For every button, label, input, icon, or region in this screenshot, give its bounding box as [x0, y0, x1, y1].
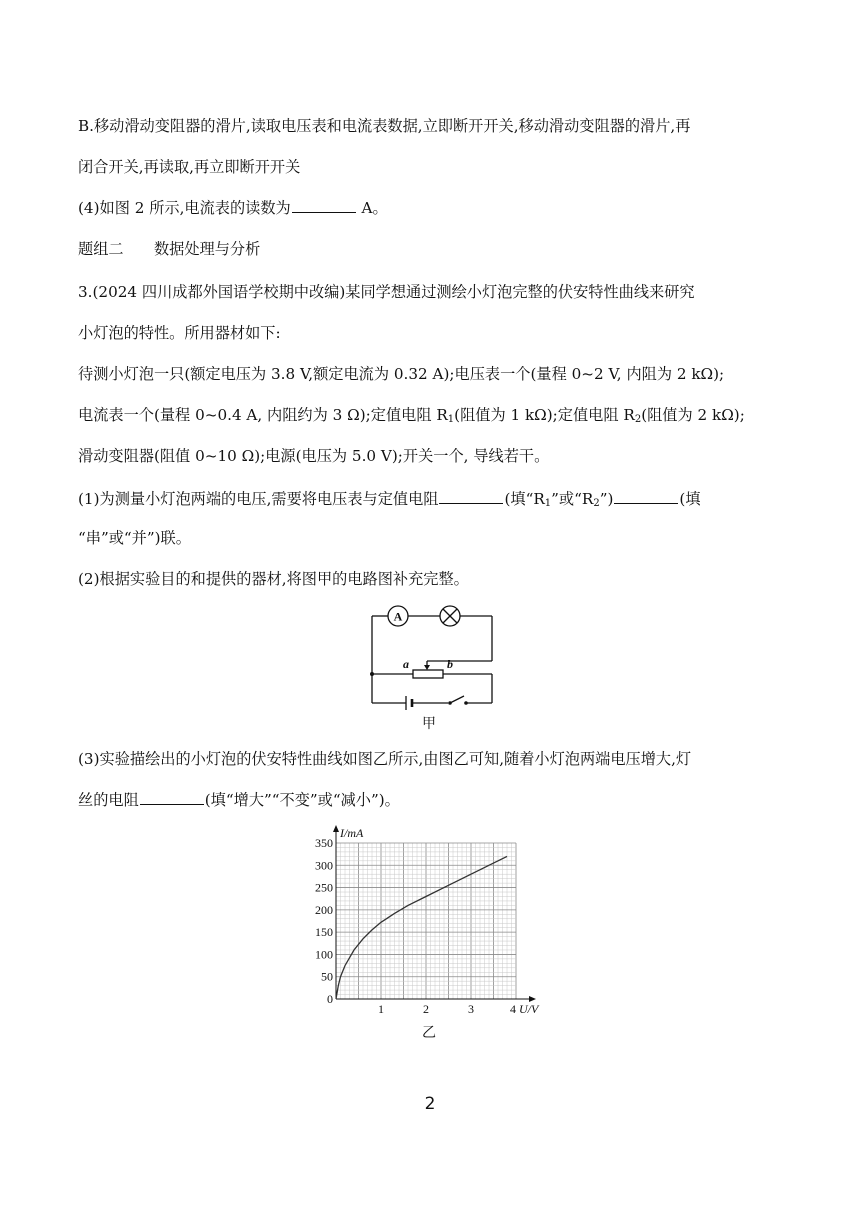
x-tick-label: 4	[510, 1002, 516, 1016]
question-4-suffix: A。	[356, 199, 388, 217]
y-tick-label: 250	[315, 880, 333, 895]
iv-curve-chart	[300, 815, 560, 1020]
group-heading: 题组二 数据处理与分析	[78, 240, 261, 258]
x-tick-label: 1	[378, 1002, 384, 1016]
answer-blank-q1-connection[interactable]	[614, 489, 678, 504]
junction-dot	[370, 672, 374, 676]
battery-symbol	[406, 696, 412, 710]
subscript-1: 1	[544, 498, 552, 509]
lamp-symbol	[440, 606, 460, 626]
subscript-1: 1	[447, 414, 455, 425]
svg-text:A: A	[393, 609, 403, 624]
page-number: 2	[424, 1094, 436, 1114]
question-3-stem-2: 小灯泡的特性。所用器材如下:	[78, 324, 281, 342]
y-axis-arrow	[333, 825, 339, 832]
question-4-prefix: (4)如图 2 所示,电流表的读数为	[78, 199, 291, 217]
x-axis-label: U/V	[519, 1002, 539, 1016]
subscript-2: 2	[634, 414, 642, 425]
y-axis-label: I/mA	[340, 826, 364, 840]
y-tick-label: 0	[327, 992, 333, 1006]
sub-question-3-line-2	[78, 790, 400, 810]
equipment-line-3: 滑动变阻器(阻值 0~10 Ω);电源(电压为 5.0 V);开关一个, 导线若干。	[78, 447, 550, 465]
sub-question-1-d: ”)	[599, 490, 614, 508]
sub-question-3: (3)实验描绘出的小灯泡的伏安特性曲线如图乙所示,由图乙可知,随着小灯泡两端电压增大,灯	[78, 750, 692, 768]
sub-question-1-b: (填“R	[504, 490, 545, 508]
question-3-stem-1: 3.(2024 四川成都外国语学校期中改编)某同学想通过测绘小灯泡完整的伏安特性曲线来研究	[78, 283, 695, 301]
equipment-line-2	[78, 405, 745, 430]
sub-question-2: (2)根据实验目的和提供的器材,将图甲的电路图补充完整。	[78, 570, 469, 588]
equipment-line-2-a: 电流表一个(量程 0~0.4 A, 内阻约为 3 Ω);定值电阻 R	[78, 406, 448, 424]
chart-caption: 乙	[422, 1025, 436, 1041]
sub-question-1-e: (填	[679, 490, 701, 508]
question-4	[78, 198, 388, 218]
x-tick-label: 2	[423, 1002, 429, 1016]
switch-symbol	[448, 696, 468, 705]
y-tick-label: 100	[315, 947, 333, 962]
y-tick-label: 150	[315, 925, 333, 940]
equipment-line-2-b: (阻值为 1 kΩ);定值电阻 R	[454, 406, 635, 424]
y-tick-label: 300	[315, 858, 333, 873]
circuit-caption: 甲	[422, 716, 436, 732]
equipment-line-1: 待测小灯泡一只(额定电压为 3.8 V,额定电流为 0.32 A);电压表一个(量程 0~2 V, 内阻为 2 kΩ);	[78, 365, 725, 383]
rheostat-symbol	[413, 665, 443, 678]
sub-question-1-line-2: “串”或“并”)联。	[78, 529, 191, 547]
answer-blank-q1-resistor[interactable]	[439, 489, 503, 504]
y-tick-label: 200	[315, 902, 333, 917]
sub-question-1-c: ”或“R	[551, 490, 594, 508]
answer-blank-q4[interactable]	[292, 198, 356, 213]
option-b-line-1: B.移动滑动变阻器的滑片,读取电压表和电流表数据,立即断开开关,移动滑动变阻器的滑片,再	[78, 117, 691, 135]
circuit-diagram	[360, 600, 500, 710]
terminal-b-label: b	[447, 657, 453, 671]
terminal-a-label: a	[403, 657, 409, 671]
sub-question-3-b: 丝的电阻	[78, 791, 139, 809]
sub-question-3-c: (填“增大”“不变”或“减小”)。	[204, 791, 400, 809]
sub-question-1-a: (1)为测量小灯泡两端的电压,需要将电压表与定值电阻	[78, 490, 439, 508]
x-tick-label: 3	[468, 1002, 474, 1016]
ammeter-symbol	[388, 606, 408, 626]
y-tick-label: 350	[315, 836, 333, 850]
answer-blank-q3[interactable]	[140, 790, 204, 805]
subscript-2: 2	[593, 498, 600, 509]
option-b-line-2: 闭合开关,再读取,再立即断开开关	[78, 158, 301, 176]
sub-question-1	[78, 489, 701, 514]
equipment-line-2-c: (阻值为 2 kΩ);	[641, 406, 745, 424]
y-tick-label: 50	[321, 969, 333, 984]
